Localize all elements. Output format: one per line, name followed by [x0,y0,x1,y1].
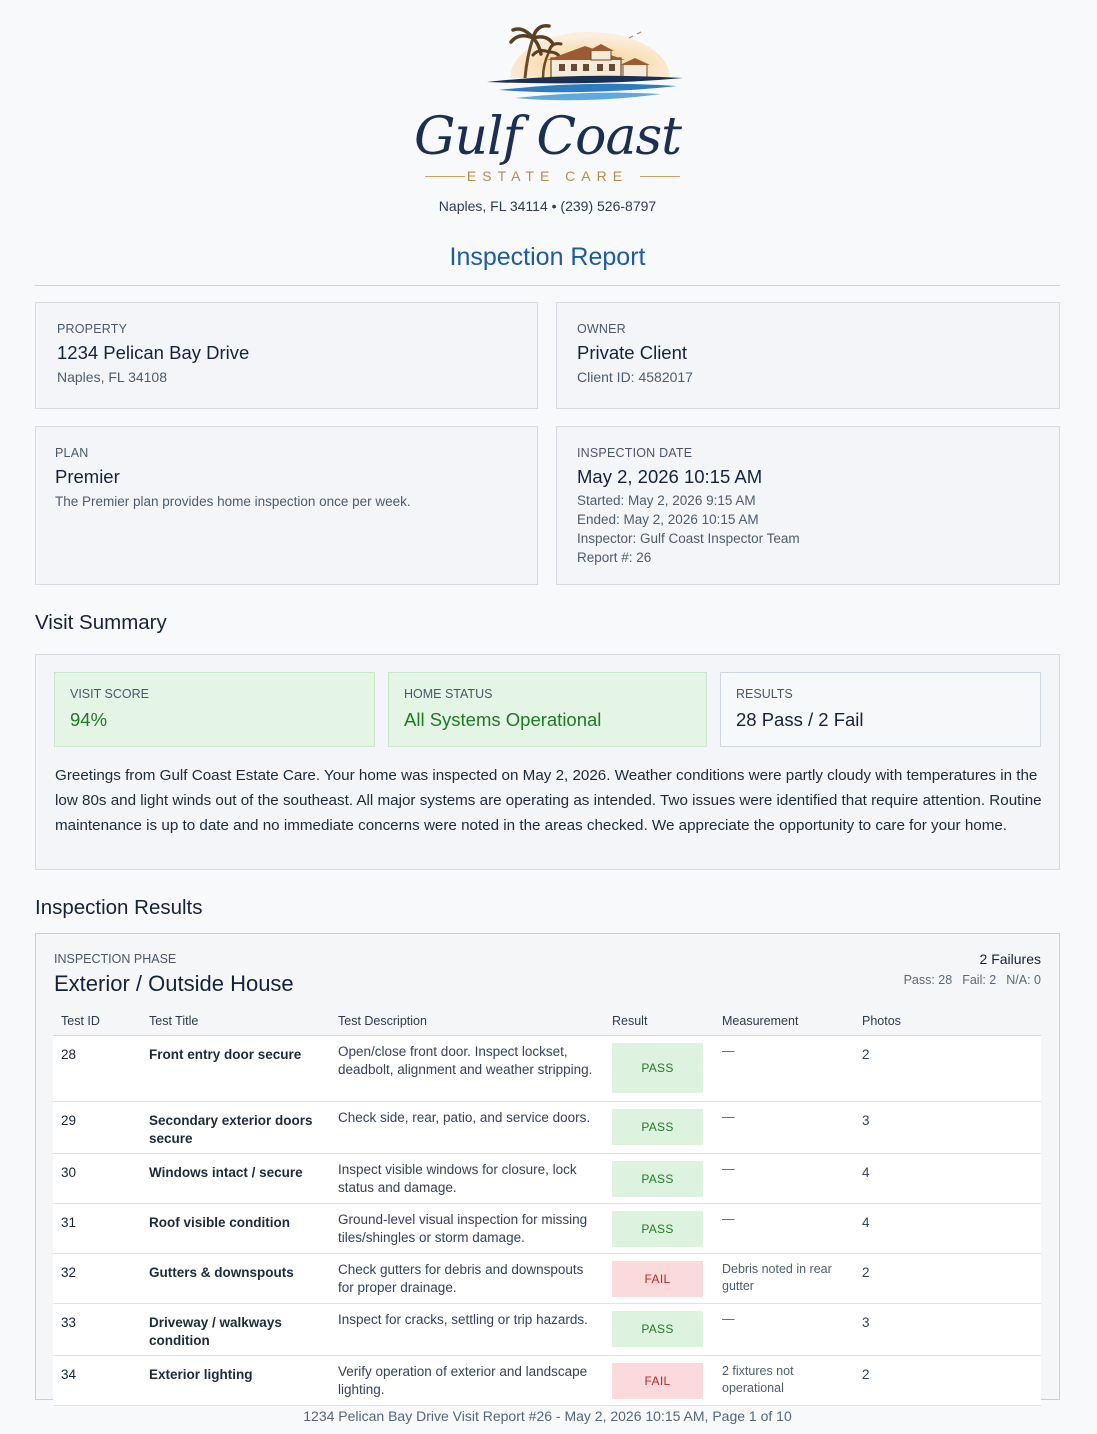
pass-count: Pass: 28 [903,973,953,987]
company-contact: Naples, FL 34114 • (239) 526-8797 [438,198,657,214]
result-cell [604,1036,714,1102]
test-id: 29 [53,1102,141,1154]
test-title: Exterior lighting [141,1356,330,1406]
property-card [35,302,538,409]
test-description: Open/close front door. Inspect lockset, deadbolt, alignment and weather stripping. [330,1036,604,1102]
client-id: Client ID: 4582017 [577,369,693,385]
test-id: 32 [53,1254,141,1304]
table-row [53,1304,1041,1356]
pass-badge: PASS [612,1311,703,1347]
plan-label: PLAN [55,446,89,460]
owner-card [556,302,1060,409]
test-title: Windows intact / secure [141,1154,330,1204]
inspection-phase-box [35,933,1060,1400]
photo-count: 2 [854,1036,1041,1102]
report-number: Report #: 26 [577,550,652,565]
result-cell [604,1254,714,1304]
title-divider [35,285,1060,286]
property-address: 1234 Pelican Bay Drive [57,342,250,363]
test-id: 33 [53,1304,141,1356]
pass-badge: PASS [612,1161,703,1197]
failure-count: 2 Failures [979,951,1041,967]
results-tile [720,672,1041,747]
visit-score-value: 94% [70,709,108,730]
results-table [53,1008,1041,1406]
visit-score-label: VISIT SCORE [70,687,149,701]
result-cell [604,1102,714,1154]
owner-label: OWNER [577,322,626,336]
test-description: Inspect visible windows for closure, lock status and damage. [330,1154,604,1204]
result-tally [894,973,1041,987]
inspection-date-label: INSPECTION DATE [577,446,693,460]
home-status-label: HOME STATUS [404,687,493,701]
report-title: Inspection Report [449,243,646,271]
brand-name: Gulf Coast [413,107,682,167]
visit-summary-heading: Visit Summary [35,611,167,634]
test-description: Ground-level visual inspection for missing tiles/shingles or storm damage. [330,1204,604,1254]
plan-name: Premier [55,466,120,487]
table-row [53,1036,1041,1102]
home-status-value: All Systems Operational [404,709,602,730]
results-label: RESULTS [736,687,793,701]
fail-count: Fail: 2 [962,973,997,987]
test-measurement: — [714,1036,854,1102]
test-title: Driveway / walkways condition [141,1304,330,1356]
pass-badge: PASS [612,1109,703,1145]
result-cell [604,1204,714,1254]
test-title: Gutters & downspouts [141,1254,330,1304]
test-measurement: — [714,1204,854,1254]
test-id: 34 [53,1356,141,1406]
result-cell [604,1356,714,1406]
result-cell [604,1304,714,1356]
photo-count: 3 [854,1102,1041,1154]
test-title: Roof visible condition [141,1204,330,1254]
plan-description: The Premier plan provides home inspection once per week. [55,494,411,509]
visit-summary-box [35,654,1060,870]
inspection-ended: Ended: May 2, 2026 10:15 AM [577,512,759,527]
test-description: Check side, rear, patio, and service doors. [330,1102,604,1154]
column-header: Test ID [53,1008,141,1036]
inspection-started: Started: May 2, 2026 9:15 AM [577,493,756,508]
test-description: Check gutters for debris and downspouts for proper drainage. [330,1254,604,1304]
test-title: Secondary exterior doors secure [141,1102,330,1154]
test-measurement: 2 fixtures not operational [714,1356,854,1406]
column-header: Measurement [714,1008,854,1036]
visit-summary-text: Greetings from Gulf Coast Estate Care. Your home was inspected on May 2, 2026. Weather conditions were partly cloudy with temperatures in the low 80s and light winds out of the southeast. All major systems are operating as intended. Two issues were identified that require attention. Routine maintenance is up to date and no immediate concerns were noted in the areas checked. We appreciate the opportunity to care for your home. [55,767,1042,834]
photo-count: 4 [854,1204,1041,1254]
test-description: Inspect for cracks, settling or trip hazards. [330,1304,604,1356]
test-id: 28 [53,1036,141,1102]
test-measurement: Debris noted in rear gutter [714,1254,854,1304]
inspection-results-heading: Inspection Results [35,896,203,919]
results-value: 28 Pass / 2 Fail [736,709,864,730]
page-footer: 1234 Pelican Bay Drive Visit Report #26 - May 2, 2026 10:15 AM, Page 1 of 10 [303,1408,792,1424]
inspection-date: May 2, 2026 10:15 AM [577,466,763,487]
column-header: Photos [854,1008,1041,1036]
column-header: Test Description [330,1008,604,1036]
visit-score-tile [54,672,375,747]
photo-count: 2 [854,1356,1041,1406]
fail-badge: FAIL [612,1261,703,1297]
na-count: N/A: 0 [1006,973,1041,987]
owner-name: Private Client [577,342,688,363]
brand-tagline: ESTATE CARE [466,168,629,184]
column-header: Result [604,1008,714,1036]
test-measurement: — [714,1102,854,1154]
home-status-tile [388,672,707,747]
table-row [53,1356,1041,1406]
photo-count: 4 [854,1154,1041,1204]
table-row [53,1204,1041,1254]
inspection-date-card [556,426,1060,585]
test-id: 31 [53,1204,141,1254]
test-title: Front entry door secure [141,1036,330,1102]
phase-title: Exterior / Outside House [54,971,294,996]
tagline-rule-right [640,176,680,177]
table-header-row [53,1008,1041,1036]
plan-card [35,426,538,585]
inspector-name: Inspector: Gulf Coast Inspector Team [577,531,800,546]
photo-count: 2 [854,1254,1041,1304]
test-id: 30 [53,1154,141,1204]
test-measurement: — [714,1154,854,1204]
column-header: Test Title [141,1008,330,1036]
table-row [53,1102,1041,1154]
fail-badge: FAIL [612,1363,703,1399]
pass-badge: PASS [612,1211,703,1247]
test-measurement: — [714,1304,854,1356]
property-city: Naples, FL 34108 [57,369,167,385]
table-row [53,1154,1041,1204]
company-logo [415,16,725,116]
photo-count: 3 [854,1304,1041,1356]
phase-label: INSPECTION PHASE [54,952,177,966]
pass-badge: PASS [612,1043,703,1093]
table-row [53,1254,1041,1304]
result-cell [604,1154,714,1204]
property-label: PROPERTY [57,322,128,336]
test-description: Verify operation of exterior and landscape lighting. [330,1356,604,1406]
